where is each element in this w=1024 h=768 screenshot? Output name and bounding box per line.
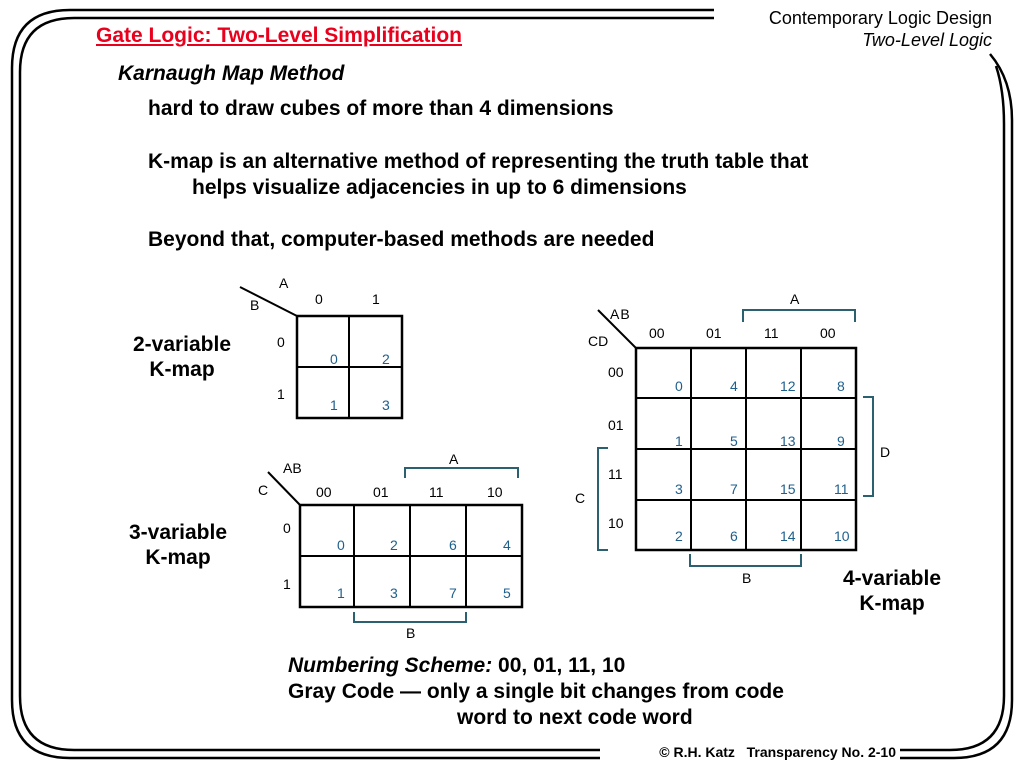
course-name: Contemporary Logic Design [768,8,992,28]
kmap2-row-header: 1 [277,386,285,402]
kmap3-cell: 6 [449,537,457,553]
kmap3-cell: 3 [390,585,398,601]
kmap3-label-line2: K-map [145,546,211,569]
kmap4-cell: 14 [780,528,796,544]
kmap2-var-left: B [250,297,260,313]
slide-footer [659,744,896,760]
kmap4-cell: 2 [675,528,683,544]
kmap3-bracket-top-label: A [449,451,459,467]
kmap3-cell: 2 [390,537,398,553]
numbering-scheme-value: 00, 01, 11, 10 [492,654,626,677]
kmap4-bracket-left-label: C [575,490,586,506]
kmap3-label-line1: 3-variable [128,521,228,544]
kmap3-col-header: 00 [316,484,332,500]
bullet-2: K-map is an alternative method of representing the truth table that [148,150,809,173]
kmap4-label-line1: 4-variable [842,567,942,590]
kmap4-label [822,566,962,616]
kmap2-row-header: 0 [277,334,285,350]
kmap4-row-header: 00 [608,364,624,380]
kmap4-cell: 15 [780,481,796,497]
kmap3-cell: 1 [337,585,345,601]
kmap4-row-header: 01 [608,417,624,433]
kmap3-col-header: 11 [429,484,444,500]
kmap2-label-line1: 2-variable [132,333,232,356]
kmap3-col-header: 10 [487,484,503,500]
kmap2-cell: 3 [382,397,390,413]
kmap4-cell: 0 [675,378,683,394]
kmap3-var-left: C [258,482,269,498]
kmap3-cell: 0 [337,537,345,553]
kmap4-cell: 1 [675,433,683,449]
bullet-2-continuation: helps visualize adjacencies in up to 6 dimensions [192,176,687,199]
section-subtitle: Karnaugh Map Method [118,62,345,85]
kmap4-cell: 10 [834,528,850,544]
kmap4-cell: 3 [675,481,683,497]
kmap4-bracket-right-label: D [880,444,891,460]
kmap3-var-top: AB [283,460,302,476]
kmap4-col-header: 11 [764,325,779,341]
kmap3-row-header: 0 [283,520,291,536]
kmap4-cell: 7 [730,481,738,497]
kmap2-cell: 2 [382,351,390,367]
topic-name: Two-Level Logic [862,30,992,50]
kmap2-col-header: 0 [315,291,323,307]
kmap4-cell: 12 [780,378,796,394]
numbering-scheme-label: Numbering Scheme: [288,654,493,677]
kmap3-cell: 4 [503,537,511,553]
gray-code-line2: word to next code word [457,706,693,729]
gray-code-line1: Gray Code — only a single bit changes from code [288,680,784,703]
kmap4-var-left: CD [588,333,609,349]
kmap4-cell: 4 [730,378,738,394]
kmap4-row-header: 11 [608,466,623,482]
slide-title: Gate Logic: Two-Level Simplification [96,24,462,47]
kmap4-bracket-top-label: A [790,291,800,307]
kmap2-var-top: A [279,275,289,291]
kmap4-row-header: 10 [608,515,624,531]
kmap2-cell: 0 [330,351,338,367]
kmap2-col-header: 1 [372,291,380,307]
kmap2-label-line2: K-map [149,358,215,381]
kmap4-label-line2: K-map [859,592,925,615]
kmap4-col-header: 01 [706,325,722,341]
footer-copyright: © R.H. Katz [659,744,735,760]
bullet-1: hard to draw cubes of more than 4 dimensions [148,97,614,120]
kmap4-col-header: 00 [649,325,665,341]
kmap4-col-header: 00 [820,325,836,341]
kmap4-cell: 9 [837,433,845,449]
kmap4-var-top: AB [610,306,631,322]
kmap4-cell: 8 [837,378,845,394]
numbering-scheme [288,654,625,678]
kmap4-cell: 6 [730,528,738,544]
kmap2-cell: 1 [330,397,338,413]
kmap3-col-header: 01 [373,484,389,500]
kmap4-bracket-bottom-label: B [742,570,752,586]
kmap3-row-header: 1 [283,576,291,592]
kmap4-cell: 13 [780,433,796,449]
footer-transparency: Transparency No. 2-10 [746,744,896,760]
kmap3-cell: 7 [449,585,457,601]
bullet-3: Beyond that, computer-based methods are needed [148,228,655,251]
kmap4-cell: 11 [834,481,849,497]
kmap4-cell: 5 [730,433,738,449]
kmap3-cell: 5 [503,585,511,601]
kmap3-bracket-bottom-label: B [406,625,416,641]
